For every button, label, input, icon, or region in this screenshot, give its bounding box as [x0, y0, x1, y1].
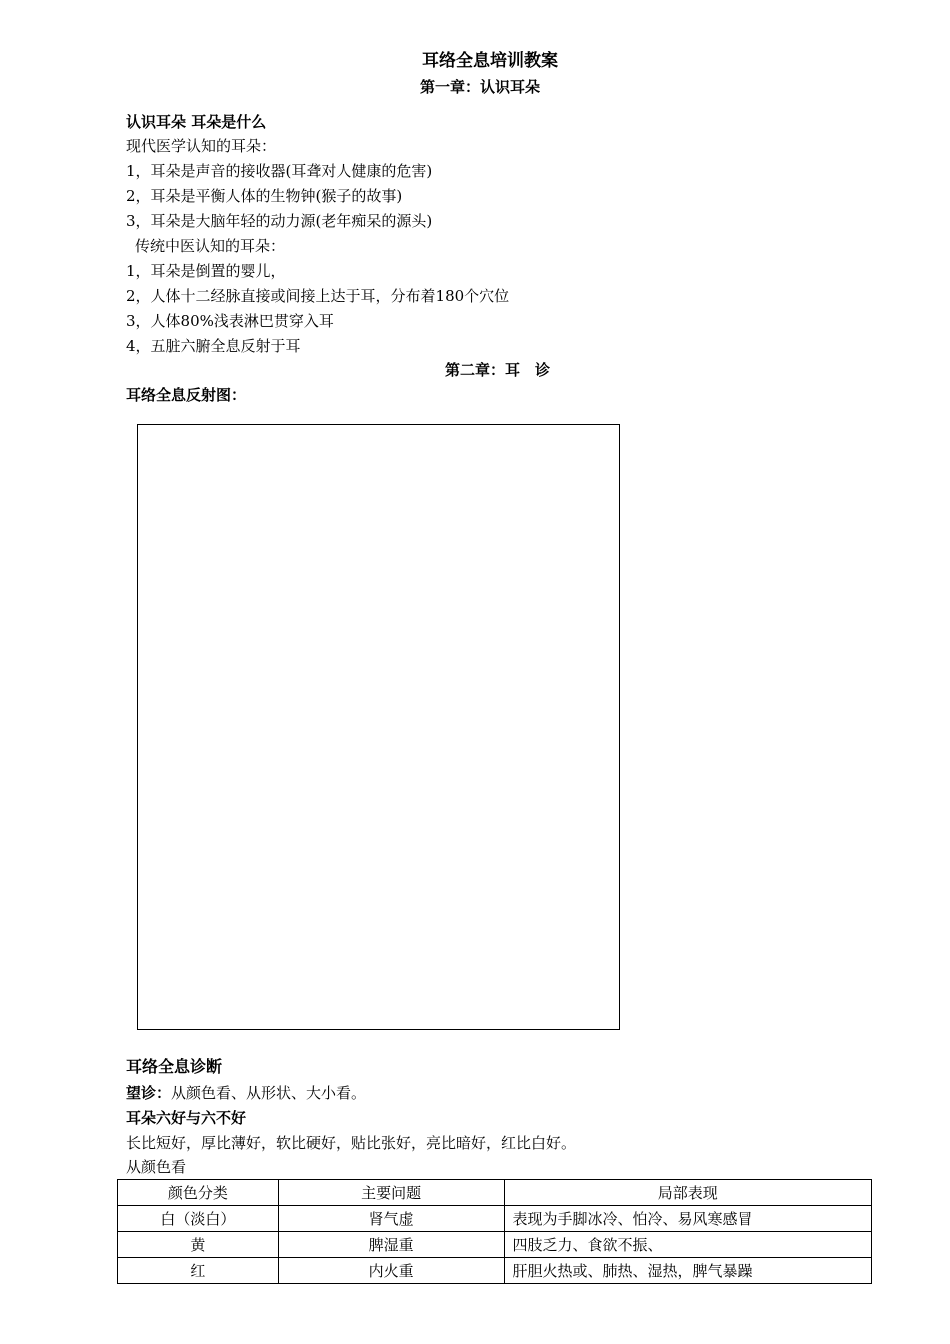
- diagnosis-heading: 耳络全息诊断: [126, 1057, 223, 1076]
- table-header-cell: 主要问题: [278, 1180, 504, 1206]
- table-row: [118, 1258, 872, 1284]
- table-header-cell: 颜色分类: [118, 1180, 279, 1206]
- table-cell: 表现为手脚冰冷、怕冷、易风寒感冒: [504, 1206, 872, 1232]
- chapter1-heading: 第一章：认识耳朵: [419, 78, 540, 96]
- table-header-row: [118, 1180, 872, 1206]
- table-row: [118, 1232, 872, 1258]
- tcm-item-1: 1，耳朵是倒置的婴儿，: [126, 262, 286, 280]
- color-table: [117, 1179, 872, 1284]
- chapter1-subheading: 认识耳朵 耳朵是什么: [126, 113, 267, 131]
- color-intro: 从颜色看: [126, 1158, 187, 1176]
- inspection-text: 从颜色看、从形状、大小看。: [171, 1084, 367, 1102]
- document-title: 耳络全息培训教案: [422, 51, 558, 71]
- table-cell: 肝胆火热或、肺热、湿热，脾气暴躁: [504, 1258, 872, 1284]
- table-cell: 白（淡白）: [118, 1206, 279, 1232]
- six-text: 长比短好，厚比薄好，软比硬好，贴比张好，亮比暗好，红比白好。: [126, 1134, 577, 1152]
- inspection-label: 望诊：: [126, 1084, 172, 1102]
- tcm-item-4: 4，五脏六腑全息反射于耳: [126, 337, 301, 355]
- table-cell: 四肢乏力、食欲不振、: [504, 1232, 872, 1258]
- reflex-diagram-frame: [137, 424, 620, 1030]
- table-header-cell: 局部表现: [504, 1180, 872, 1206]
- modern-item-2: 2，耳朵是平衡人体的生物钟(猴子的故事): [126, 187, 403, 205]
- modern-item-1: 1，耳朵是声音的接收器(耳聋对人健康的危害): [126, 162, 433, 180]
- tcm-item-2: 2，人体十二经脉直接或间接上达于耳，分布着180个穴位: [126, 287, 510, 305]
- tcm-item-3: 3，人体80%浅表淋巴贯穿入耳: [126, 312, 334, 330]
- table-cell: 内火重: [278, 1258, 504, 1284]
- tcm-intro: 传统中医认知的耳朵：: [135, 237, 286, 255]
- table-cell: 红: [118, 1258, 279, 1284]
- table-cell: 肾气虚: [278, 1206, 504, 1232]
- six-heading: 耳朵六好与六不好: [126, 1109, 247, 1127]
- modern-intro: 现代医学认知的耳朵：: [126, 137, 277, 155]
- inspection-line: [126, 1083, 366, 1103]
- modern-item-3: 3，耳朵是大脑年轻的动力源(老年痴呆的源头): [126, 212, 433, 230]
- diagram-label: 耳络全息反射图：: [126, 386, 247, 404]
- chapter2-heading: 第二章：耳 诊: [445, 361, 551, 379]
- table-cell: 黄: [118, 1232, 279, 1258]
- table-cell: 脾湿重: [278, 1232, 504, 1258]
- table-row: [118, 1206, 872, 1232]
